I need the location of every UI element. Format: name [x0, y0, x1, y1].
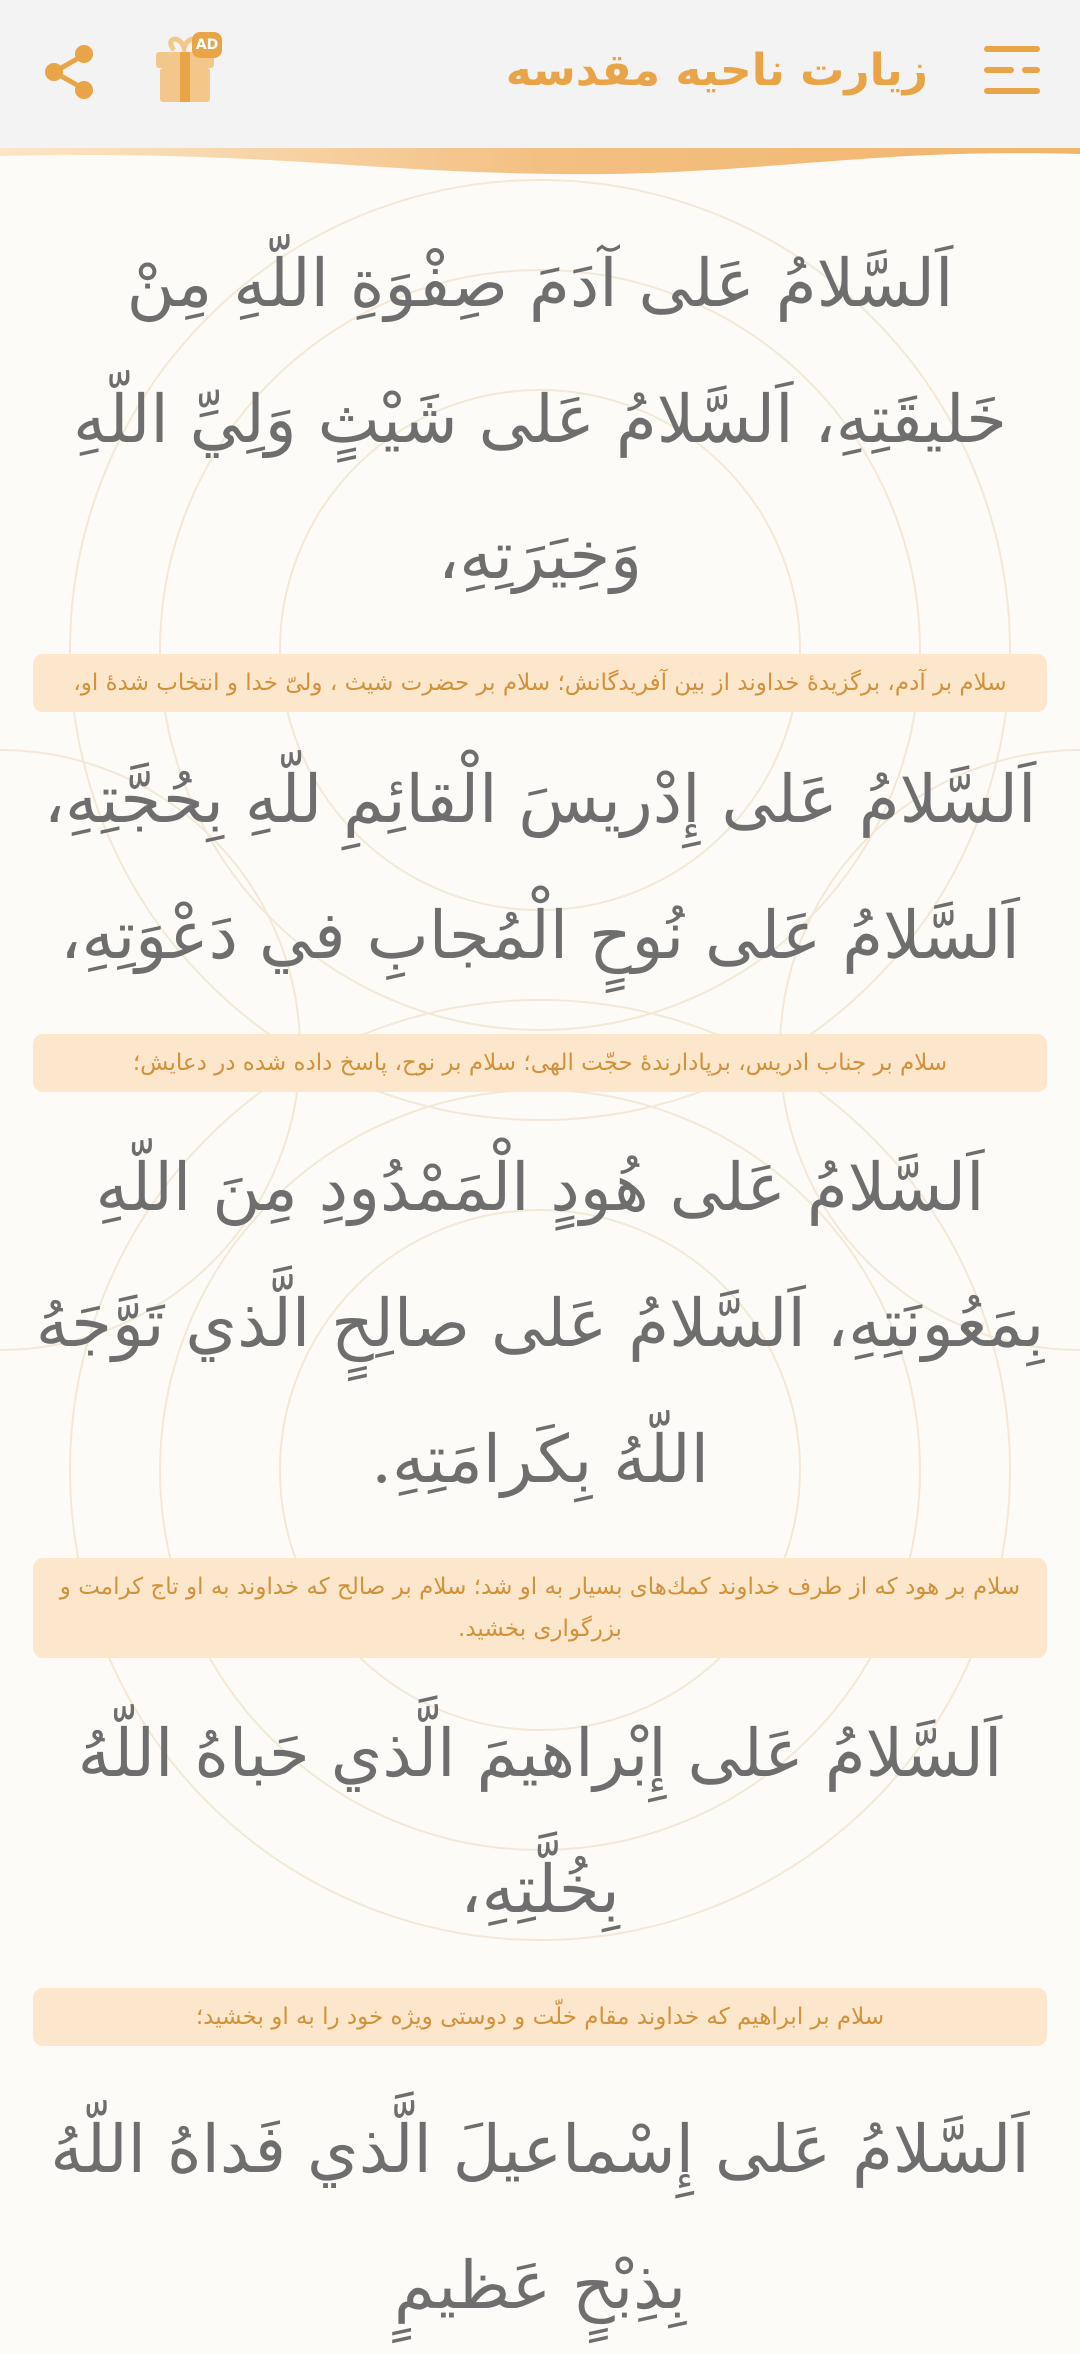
arabic-verse: اَلسَّلامُ عَلی هُودٍ الْمَمْدُودِ مِنَ اللّهِ بِمَعُونَتِهِ، اَلسَّلامُ عَلی صالِحٍ الَّذي تَوَّجَهُ اللّهُ بِكَرامَتِهِ.: [35, 1149, 1045, 1498]
menu-icon: [984, 44, 1040, 96]
gift-ad-button[interactable]: [150, 30, 226, 106]
arabic-verse: اَلسَّلامُ عَلی إِسْماعيلَ الَّذي فَداهُ اللّهُ بِذِبْحٍ عَظيمٍ: [50, 2111, 1030, 2324]
ad-badge: AD: [192, 32, 222, 58]
persian-translation: سلام بر آدم، برگزیدۀ خداوند از بین آفریدگانش؛ سلام بر حضرت شیث ، ولیّ خدا و انتخاب شدۀ او،: [33, 654, 1047, 712]
share-icon: [40, 42, 100, 102]
app-bar: [0, 0, 1080, 148]
page-title: زیارت ناحیه مقدسه: [505, 45, 928, 96]
arabic-verse: اَلسَّلامُ عَلی آدَمَ صِفْوَةِ اللّهِ مِنْ خَليقَتِهِ، اَلسَّلامُ عَلی شَيْثٍ وَلِيِّ اللّهِ وَخِيَرَتِهِ،: [73, 245, 1007, 594]
persian-translation: سلام بر جناب ادریس، برپادارندۀ حجّت الهی؛ سلام بر نوح، پاسخ داده شده در دعایش؛: [33, 1034, 1047, 1092]
ziyarat-text-list: [0, 180, 1080, 2354]
share-button[interactable]: [40, 42, 100, 102]
arabic-verse: اَلسَّلامُ عَلی إِدْريسَ الْقائِمِ للّهِ بِحُجَّتِهِ، اَلسَّلامُ عَلی نُوحٍ الْمُجابِ في دَعْوَتِهِ،: [43, 761, 1037, 974]
persian-translation: سلام بر هود که از طرف خداوند کمك‌های بسیار به او شد؛ سلام بر صالح که خداوند به او تاج کرامت و بزرگواری بخشید.: [33, 1558, 1047, 1658]
arabic-verse: اَلسَّلامُ عَلی إِبْراهيمَ الَّذي حَباهُ اللّهُ بِخُلَّتِهِ،: [77, 1715, 1003, 1928]
persian-translation: سلام بر ابراهیم که خداوند مقام خلّت و دوستی ویژه خود را به او بخشید؛: [33, 1988, 1047, 2046]
header-wave-divider: [0, 146, 1080, 178]
menu-button[interactable]: [984, 44, 1040, 96]
